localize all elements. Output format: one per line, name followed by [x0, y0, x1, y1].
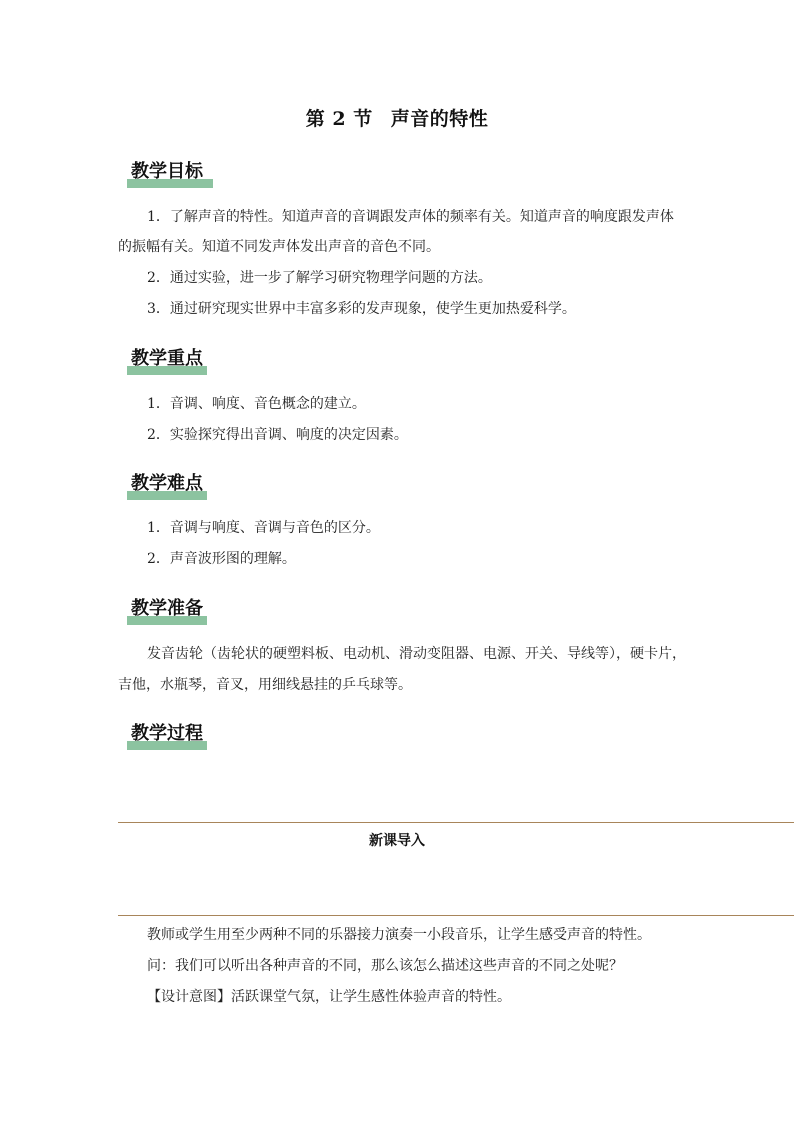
divider-top	[118, 822, 794, 823]
objectives-item-1-line-2: 的振幅有关。知道不同发声体发出声音的音色不同。	[118, 239, 440, 255]
section-heading-process: 教学过程	[127, 722, 207, 750]
objectives-item-1-line-1: 1．了解声音的特性。知道声音的音调跟发声体的频率有关。知道声音的响度跟发声体	[147, 209, 674, 225]
section-heading-key-points: 教学重点	[127, 347, 207, 375]
process-paragraph-2: 问：我们可以听出各种声音的不同，那么该怎么描述这些声音的不同之处呢？	[147, 958, 623, 974]
process-paragraph-1: 教师或学生用至少两种不同的乐器接力演奏一小段音乐，让学生感受声音的特性。	[147, 927, 651, 943]
section-heading-preparation: 教学准备	[127, 597, 207, 625]
title-text: 声音的特性	[390, 108, 489, 130]
title-section-number: 第 2 节	[305, 108, 373, 130]
preparation-line-2: 吉他，水瓶琴，音叉，用细线悬挂的乒乓球等。	[118, 677, 412, 693]
difficulties-item-1: 1．音调与响度、音调与音色的区分。	[147, 520, 380, 536]
key-points-item-2: 2．实验探究得出音调、响度的决定因素。	[147, 427, 408, 443]
difficulties-item-2: 2．声音波形图的理解。	[147, 551, 296, 567]
section-heading-difficulties: 教学难点	[127, 472, 207, 500]
intro-heading: 新课导入	[369, 833, 425, 849]
preparation-line-1: 发音齿轮（齿轮状的硬塑料板、电动机、滑动变阻器、电源、开关、导线等），硬卡片，	[147, 646, 686, 662]
design-intent-note: 【设计意图】活跃课堂气氛，让学生感性体验声音的特性。	[147, 989, 511, 1005]
divider-bottom	[118, 915, 794, 916]
key-points-item-1: 1．音调、响度、音色概念的建立。	[147, 396, 366, 412]
page-title	[0, 104, 794, 131]
objectives-item-2: 2．通过实验，进一步了解学习研究物理学问题的方法。	[147, 270, 492, 286]
section-heading-objectives: 教学目标	[127, 160, 207, 188]
objectives-item-3: 3．通过研究现实世界中丰富多彩的发声现象，使学生更加热爱科学。	[147, 301, 576, 317]
